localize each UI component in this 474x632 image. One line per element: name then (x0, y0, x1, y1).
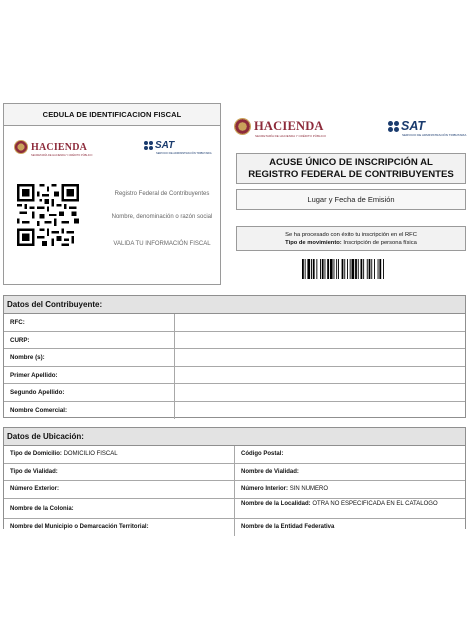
barcode-bar (383, 259, 384, 279)
table-row (4, 499, 465, 519)
sat-logo-text: SAT (401, 119, 426, 133)
barcode-bar (305, 259, 306, 279)
table-cell (235, 499, 465, 518)
barcode-icon (302, 259, 406, 279)
barcode-bar (307, 259, 310, 279)
field-label: Tipo de Domicilio: (10, 451, 62, 457)
table-cell (4, 519, 235, 537)
cedula-texts (106, 190, 218, 248)
field-value: SIN NUMERO (289, 486, 329, 492)
hacienda-seal-icon (234, 118, 251, 135)
valida-link[interactable]: VALIDA TU INFORMACIÓN FISCAL (113, 241, 211, 247)
field-label: RFC: (10, 319, 25, 326)
field-label: Nombre del Municipio o Demarcación Territorial: (10, 523, 149, 530)
table-row (4, 464, 465, 482)
barcode-bar (347, 259, 348, 279)
field-label: Código Postal: (241, 451, 284, 457)
ubicacion-section (3, 427, 466, 529)
contribuyente-title: Datos del Contribuyente: (4, 296, 465, 314)
cedula-header: CEDULA DE IDENTIFICACION FISCAL (4, 104, 220, 126)
movement-type (237, 239, 465, 247)
table-cell (4, 499, 235, 518)
hacienda-logo-large (234, 118, 326, 138)
field-label: Nombre de la Localidad: (241, 500, 311, 507)
hacienda-logo-text: HACIENDA (31, 141, 88, 153)
barcode-bar (342, 259, 344, 279)
barcode-bar (363, 259, 364, 279)
table-row (4, 384, 465, 402)
barcode-bar (325, 259, 326, 279)
lugar-fecha-emision: Lugar y Fecha de Emisión (236, 189, 466, 210)
barcode-bar (320, 259, 321, 279)
barcode-bar (302, 259, 304, 279)
table-cell (4, 464, 235, 481)
barcode-bar (358, 259, 359, 279)
barcode-bar (344, 259, 345, 279)
sat-dots-icon (144, 141, 153, 150)
barcode-bar (316, 259, 317, 279)
field-label: Primer Apellido: (10, 371, 58, 379)
field-label: Número Exterior: (10, 486, 60, 492)
barcode-bar (371, 259, 372, 279)
table-row (4, 367, 465, 385)
barcode-bar (336, 259, 337, 279)
sat-logo (144, 140, 212, 155)
field-label: Nombre de Vialidad: (241, 468, 299, 475)
contribuyente-section (3, 295, 466, 418)
field-label: Nombre Comercial: (10, 406, 68, 414)
field-label: Nombre de la Entidad Federativa (241, 523, 335, 530)
sat-logo-text: SAT (155, 140, 175, 151)
table-cell (4, 446, 235, 463)
acuse-title-line1: ACUSE ÚNICO DE INSCRIPCIÓN AL (269, 157, 433, 168)
sat-logo-subtitle: SERVICIO DE ADMINISTRACIÓN TRIBUTARIA (402, 133, 467, 137)
hacienda-logo-text: HACIENDA (254, 119, 324, 133)
table-row (4, 332, 465, 350)
barcode-bar (322, 259, 324, 279)
barcode-bar (311, 259, 312, 279)
barcode-bar (327, 259, 329, 279)
table-cell (235, 519, 465, 537)
processing-notice (236, 226, 466, 251)
field-value: DOMICILIO FISCAL (63, 451, 118, 457)
cedula-logos (4, 126, 220, 174)
barcode-bar (334, 259, 335, 279)
barcode-bar (374, 259, 375, 279)
sat-logo-subtitle: SERVICIO DE ADMINISTRACIÓN TRIBUTARIA (156, 152, 212, 155)
cedula-box (3, 103, 221, 285)
field-label: Nombre de la Colonia: (10, 505, 74, 512)
barcode-bar (369, 259, 371, 279)
movement-type-value: Inscripción de persona física (343, 240, 417, 246)
acuse-title (236, 153, 466, 184)
table-row (4, 519, 465, 537)
barcode-bar (330, 259, 333, 279)
sat-dots-icon (388, 121, 399, 132)
barcode-bar (350, 259, 351, 279)
table-cell (235, 446, 465, 463)
registro-label: Registro Federal de Contribuyentes (114, 191, 210, 197)
table-cell (235, 481, 465, 498)
table-row (4, 446, 465, 464)
movement-type-label: Tipo de movimiento: (285, 240, 342, 246)
table-row (4, 481, 465, 499)
field-label: Segundo Apellido: (10, 389, 65, 396)
field-label: Número Interior: (241, 486, 289, 492)
barcode-bar (338, 259, 339, 279)
hacienda-logo-subtitle: SECRETARÍA DE HACIENDA Y CRÉDITO PÚBLICO (31, 154, 93, 157)
sat-logo-large (388, 119, 467, 137)
field-label: Nombre (s): (10, 354, 45, 361)
barcode-bar (379, 259, 381, 279)
barcode-bar (313, 259, 315, 279)
nombre-label: Nombre, denominación o razón social (111, 214, 213, 220)
barcode-bar (361, 259, 363, 279)
hacienda-logo (14, 140, 93, 157)
hacienda-seal-icon (14, 140, 28, 154)
table-row (4, 402, 465, 420)
hacienda-logo-subtitle: SECRETARÍA DE HACIENDA Y CRÉDITO PÚBLICO (255, 134, 326, 138)
table-cell (4, 481, 235, 498)
barcode-bar (355, 259, 357, 279)
table-row (4, 349, 465, 367)
qr-code-icon (17, 184, 79, 246)
barcode-bar (378, 259, 379, 279)
field-value: OTRA NO ESPECIFICADA EN EL CATALOGO (312, 500, 438, 507)
table-cell (235, 464, 465, 481)
table-row (4, 314, 465, 332)
field-label: Tipo de Vialidad: (10, 468, 58, 475)
processing-text: Se ha procesado con éxito tu inscripción en el RFC (285, 232, 417, 238)
ubicacion-title: Datos de Ubicación: (4, 428, 465, 446)
barcode-bar (367, 259, 368, 279)
acuse-title-line2: REGISTRO FEDERAL DE CONTRIBUYENTES (248, 169, 454, 180)
field-label: CURP: (10, 336, 30, 344)
barcode-bar (352, 259, 355, 279)
